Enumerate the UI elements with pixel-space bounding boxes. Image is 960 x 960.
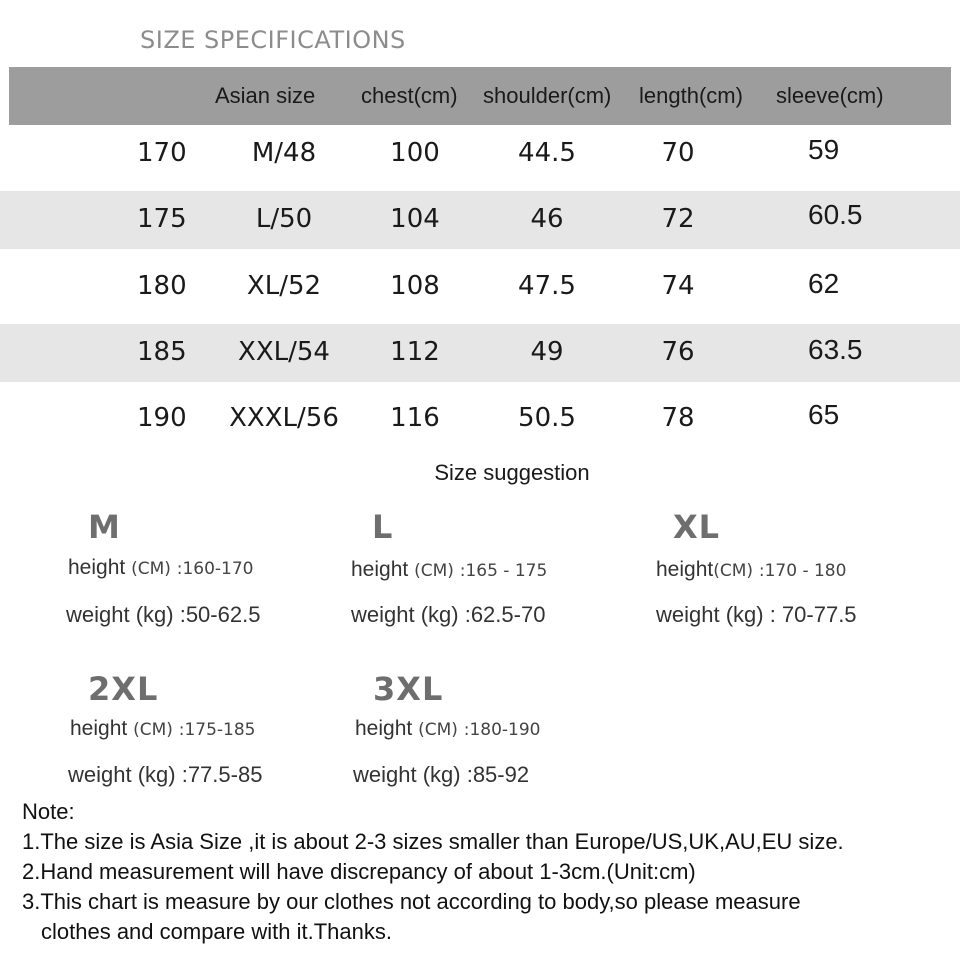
size-code: 3XL — [373, 670, 444, 708]
height-unit: (CM) — [131, 559, 171, 579]
asian-size-cell: XXXL/56 — [229, 403, 339, 433]
size-code: M — [88, 508, 121, 546]
height-cell: 175 — [137, 204, 187, 234]
note-item: 1.The size is Asia Size ,it is about 2-3 sizes smaller than Europe/US,UK,AU,EU size. — [22, 829, 844, 854]
table-row — [0, 258, 960, 316]
height-range — [68, 556, 253, 580]
weight-range: weight (kg) :77.5-85 — [68, 762, 263, 787]
sleeve-cell: 65 — [808, 399, 840, 430]
note-item: 2.Hand measurement will have discrepancy of about 1-3cm.(Unit:cm) — [22, 859, 696, 884]
table-row — [0, 191, 960, 249]
height-label: height — [656, 558, 714, 581]
chest-cell: 100 — [390, 138, 440, 168]
length-cell: 78 — [661, 403, 695, 433]
weight-range: weight (kg) : 70-77.5 — [656, 602, 857, 627]
height-unit: (CM) — [418, 720, 458, 740]
height-range — [656, 558, 846, 582]
note-item: clothes and compare with it.Thanks. — [41, 919, 392, 944]
height-range — [355, 717, 540, 741]
size-code: L — [372, 508, 394, 546]
shoulder-cell: 44.5 — [518, 138, 576, 168]
header-asian-size: Asian size — [215, 83, 316, 108]
table-row — [0, 324, 960, 382]
length-cell: 70 — [661, 138, 695, 168]
weight-range: weight (kg) :85-92 — [353, 762, 530, 787]
height-range — [351, 558, 547, 582]
height-unit: (CM) — [133, 720, 173, 740]
header-chest: chest(cm) — [361, 83, 458, 108]
height-cell: 180 — [137, 271, 187, 301]
height-cell: 170 — [137, 138, 187, 168]
notes-section — [22, 797, 844, 947]
height-value: :160-170 — [176, 559, 254, 579]
size-code: 2XL — [88, 670, 159, 708]
size-suggestion-title: Size suggestion — [434, 460, 590, 485]
page-title: SIZE SPECIFICATIONS — [140, 26, 406, 54]
height-unit: (CM) — [414, 561, 454, 581]
table-header — [9, 67, 951, 125]
header-length: length(cm) — [639, 83, 743, 108]
height-label: height — [68, 556, 126, 579]
chest-cell: 104 — [390, 204, 440, 234]
shoulder-cell: 46 — [530, 204, 564, 234]
chest-cell: 116 — [390, 403, 440, 433]
height-cell: 190 — [137, 403, 187, 433]
height-cell: 185 — [137, 337, 187, 367]
shoulder-cell: 49 — [530, 337, 564, 367]
table-row — [0, 125, 960, 183]
note-item: 3.This chart is measure by our clothes not according to body,so please measure — [22, 889, 801, 914]
height-value: :175-185 — [178, 720, 256, 740]
chest-cell: 112 — [390, 337, 440, 367]
asian-size-cell: M/48 — [251, 138, 317, 168]
size-code: XL — [673, 508, 721, 546]
notes-title: Note: — [22, 799, 75, 824]
sleeve-cell: 60.5 — [808, 199, 863, 230]
chest-cell: 108 — [390, 271, 440, 301]
shoulder-cell: 47.5 — [518, 271, 576, 301]
height-label: height — [70, 717, 128, 740]
height-range — [70, 717, 255, 741]
asian-size-cell: L/50 — [255, 204, 313, 234]
length-cell: 74 — [661, 271, 695, 301]
length-cell: 76 — [661, 337, 695, 367]
height-label: height — [351, 558, 409, 581]
sleeve-cell: 59 — [808, 134, 840, 165]
shoulder-cell: 50.5 — [518, 403, 576, 433]
height-value: :170 - 180 — [758, 561, 847, 581]
height-label: height — [355, 717, 413, 740]
weight-range: weight (kg) :62.5-70 — [351, 602, 546, 627]
length-cell: 72 — [661, 204, 695, 234]
height-value: :165 - 175 — [459, 561, 548, 581]
weight-range: weight (kg) :50-62.5 — [66, 602, 261, 627]
table-row — [0, 390, 960, 448]
sleeve-cell: 62 — [808, 268, 840, 299]
header-shoulder: shoulder(cm) — [483, 83, 612, 108]
height-unit: (CM) — [713, 561, 754, 581]
sleeve-cell: 63.5 — [808, 334, 863, 365]
asian-size-cell: XL/52 — [246, 271, 322, 301]
header-sleeve: sleeve(cm) — [776, 83, 884, 108]
height-value: :180-190 — [463, 720, 541, 740]
asian-size-cell: XXL/54 — [238, 337, 330, 367]
